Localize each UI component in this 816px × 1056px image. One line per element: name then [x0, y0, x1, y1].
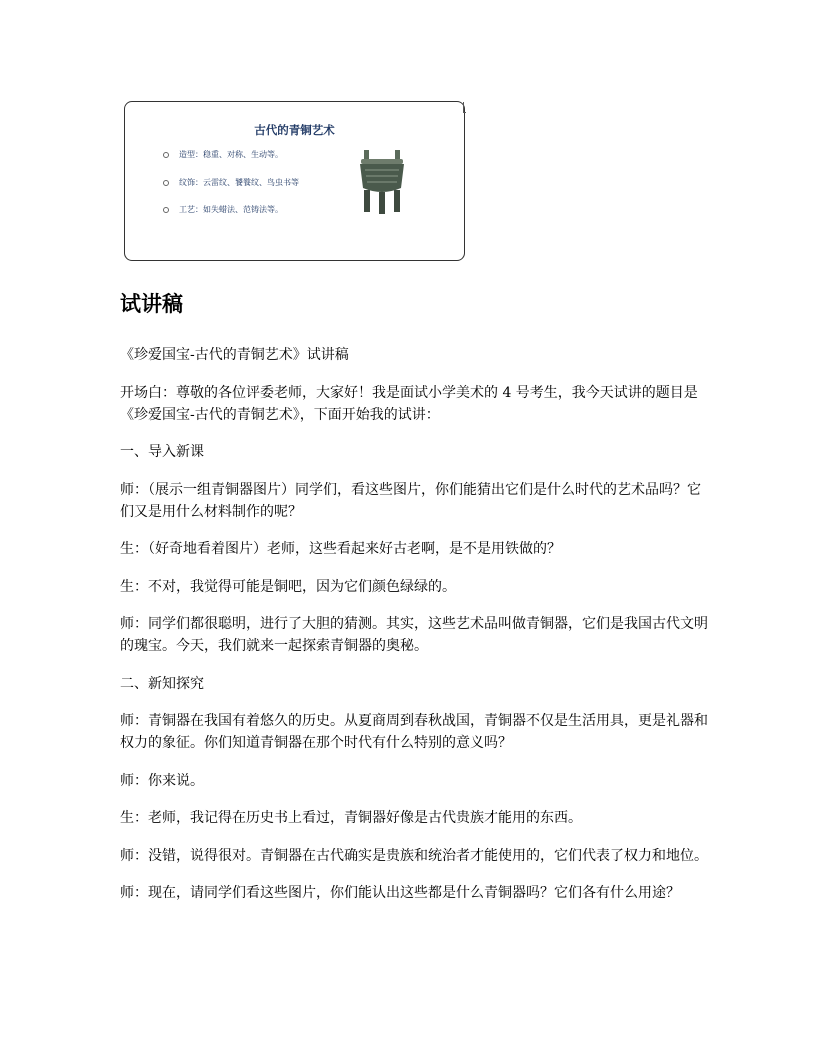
bullet-icon [163, 207, 169, 213]
slide-bullet-item [163, 178, 299, 206]
paragraph: 师：没错，说得很对。青铜器在古代确实是贵族和统治者才能使用的，它们代表了权力和地位。 [120, 847, 708, 864]
paragraph: 开场白：尊敬的各位评委老师，大家好！我是面试小学美术的 4 号考生，我今天试讲的题目是《珍爱国宝-古代的青铜艺术》，下面开始我的试讲： [120, 384, 698, 423]
bullet-icon [163, 152, 169, 158]
paragraph: 生：老师，我记得在历史书上看过，青铜器好像是古代贵族才能用的东西。 [120, 810, 582, 826]
bronze-ding-icon [355, 148, 409, 216]
slide-corner-mark [463, 102, 466, 113]
slide-bullet-item [163, 205, 299, 233]
paragraph: 生：不对，我觉得可能是铜吧，因为它们颜色绿绿的。 [120, 578, 456, 595]
slide-bullet-text: 造型：稳重、对称、生动等。 [179, 150, 283, 159]
slide-image [124, 101, 465, 261]
slide-bullet-item [163, 150, 299, 178]
paragraph: 《珍爱国宝-古代的青铜艺术》试讲稿 [120, 347, 349, 363]
slide-bullet-list [163, 150, 299, 233]
slide-bullet-text: 工艺：如失蜡法、范铸法等。 [179, 205, 283, 214]
paragraph: 生：（好奇地看着图片）老师，这些看起来好古老啊，是不是用铁做的？ [120, 541, 561, 557]
speech-script-body [120, 344, 708, 920]
slide-title: 古代的青铜艺术 [254, 123, 335, 137]
paragraph: 师：你来说。 [120, 772, 204, 789]
bullet-icon [163, 180, 169, 186]
page-heading: 试讲稿 [120, 292, 183, 316]
slide-bullet-text: 纹饰：云雷纹、饕餮纹、鸟虫书等 [179, 177, 299, 187]
paragraph: 师：现在，请同学们看这些图片，你们能认出这些都是什么青铜器吗？它们各有什么用途？ [120, 885, 680, 901]
paragraph: 师：（展示一组青铜器图片）同学们，看这些图片，你们能猜出它们是什么时代的艺术品吗？它们又是用什么材料制作的呢？ [120, 481, 701, 520]
paragraph: 师：青铜器在我国有着悠久的历史。从夏商周到春秋战国，青铜器不仅是生活用具，更是礼器和权力的象征。你们知道青铜器在那个时代有什么特别的意义吗？ [120, 713, 708, 751]
paragraph: 师：同学们都很聪明，进行了大胆的猜测。其实，这些艺术品叫做青铜器，它们是我国古代文明的瑰宝。今天，我们就来一起探索青铜器的奥秘。 [120, 616, 708, 654]
paragraph: 一、导入新课 [120, 444, 204, 460]
paragraph: 二、新知探究 [120, 675, 204, 692]
